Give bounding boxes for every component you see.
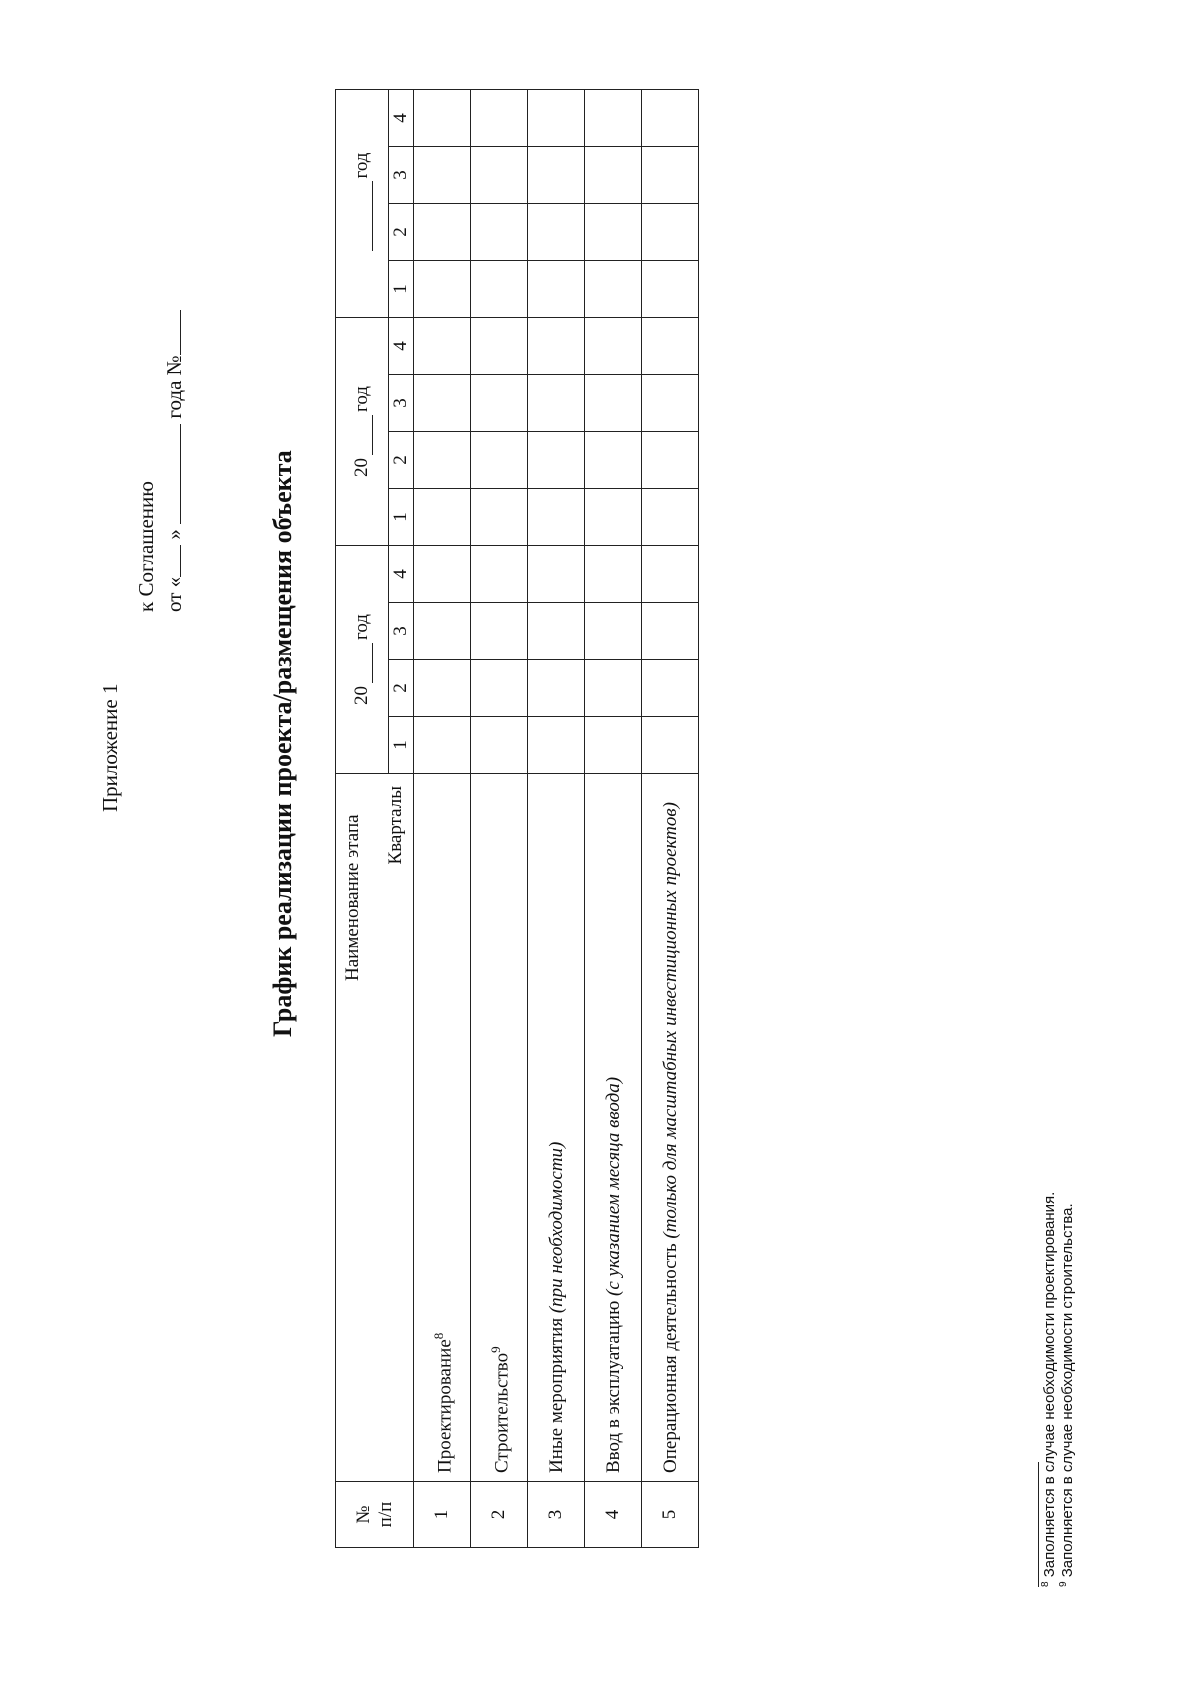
schedule-cell[interactable] bbox=[585, 660, 642, 717]
schedule-cell[interactable] bbox=[585, 432, 642, 489]
schedule-table bbox=[335, 89, 699, 1548]
year-1-blank bbox=[356, 643, 373, 683]
schedule-cell[interactable] bbox=[642, 90, 699, 147]
quarter-header: 1 bbox=[389, 489, 414, 546]
schedule-cell[interactable] bbox=[642, 204, 699, 261]
agreement-date-line bbox=[162, 310, 187, 612]
table-row bbox=[585, 90, 642, 1548]
col-stage-header bbox=[336, 774, 414, 1482]
footnote bbox=[1058, 1203, 1076, 1587]
schedule-cell[interactable] bbox=[642, 318, 699, 375]
stage-name-text: Иные мероприятия bbox=[545, 1317, 567, 1473]
schedule-cell[interactable] bbox=[528, 660, 585, 717]
document-title: График реализации проекта/размещения объекта bbox=[268, 450, 297, 1037]
footnote-ref: 8 bbox=[431, 1332, 447, 1340]
stage-name-text: Операционная деятельность bbox=[659, 1243, 681, 1473]
quarter-header: 4 bbox=[389, 90, 414, 147]
stage-note: (только для масштабных инвестиционных проектов) bbox=[659, 802, 681, 1239]
schedule-cell[interactable] bbox=[528, 546, 585, 603]
schedule-cell[interactable] bbox=[471, 90, 528, 147]
schedule-cell[interactable] bbox=[471, 717, 528, 774]
schedule-cell[interactable] bbox=[642, 489, 699, 546]
quarters-label: Кварталы bbox=[385, 786, 406, 865]
table-header-row-years bbox=[336, 90, 389, 1548]
schedule-cell[interactable] bbox=[414, 489, 471, 546]
schedule-cell[interactable] bbox=[528, 432, 585, 489]
agreement-reference: к Соглашению bbox=[134, 481, 158, 612]
quarter-header: 2 bbox=[389, 204, 414, 261]
schedule-cell[interactable] bbox=[642, 717, 699, 774]
schedule-cell[interactable] bbox=[528, 147, 585, 204]
year-header-1 bbox=[336, 546, 389, 774]
stage-note: (при необходимости) bbox=[545, 1141, 567, 1314]
schedule-cell[interactable] bbox=[642, 375, 699, 432]
table-row bbox=[528, 90, 585, 1548]
schedule-cell[interactable] bbox=[528, 375, 585, 432]
stage-note: (с указанием месяца ввода) bbox=[602, 1076, 624, 1296]
schedule-cell[interactable] bbox=[528, 204, 585, 261]
schedule-cell[interactable] bbox=[528, 90, 585, 147]
schedule-cell[interactable] bbox=[471, 147, 528, 204]
stage-name bbox=[471, 774, 528, 1482]
schedule-cell[interactable] bbox=[414, 375, 471, 432]
year-2-blank bbox=[356, 415, 373, 455]
row-number: 4 bbox=[585, 1482, 642, 1548]
schedule-cell[interactable] bbox=[414, 546, 471, 603]
schedule-cell[interactable] bbox=[585, 717, 642, 774]
stage-name bbox=[642, 774, 699, 1482]
footnote-text: Заполняется в случае необходимости проектирования. bbox=[1041, 1191, 1058, 1578]
row-number: 3 bbox=[528, 1482, 585, 1548]
agreement-number-label: года № bbox=[162, 355, 186, 419]
schedule-cell[interactable] bbox=[642, 147, 699, 204]
schedule-cell[interactable] bbox=[414, 318, 471, 375]
schedule-cell[interactable] bbox=[471, 432, 528, 489]
schedule-cell[interactable] bbox=[642, 603, 699, 660]
schedule-cell[interactable] bbox=[414, 717, 471, 774]
schedule-cell[interactable] bbox=[585, 90, 642, 147]
schedule-cell[interactable] bbox=[414, 660, 471, 717]
schedule-cell[interactable] bbox=[414, 90, 471, 147]
stage-name-text: Строительство bbox=[491, 1352, 513, 1473]
schedule-cell[interactable] bbox=[585, 489, 642, 546]
year-header-3 bbox=[336, 90, 389, 318]
schedule-cell[interactable] bbox=[471, 660, 528, 717]
footnote-mark: 9 bbox=[1058, 1581, 1069, 1587]
schedule-cell[interactable] bbox=[471, 204, 528, 261]
schedule-cell[interactable] bbox=[414, 147, 471, 204]
year-2-suffix: год bbox=[351, 386, 372, 412]
agreement-date-close: » bbox=[162, 529, 186, 540]
row-number: 5 bbox=[642, 1482, 699, 1548]
year-3-suffix: год bbox=[351, 152, 372, 179]
schedule-cell[interactable] bbox=[471, 489, 528, 546]
quarter-header: 3 bbox=[389, 147, 414, 204]
schedule-cell[interactable] bbox=[471, 318, 528, 375]
col-number-header-label: № п/п bbox=[352, 1501, 396, 1528]
number-blank bbox=[162, 310, 181, 355]
year-3-blank bbox=[356, 181, 373, 251]
schedule-cell[interactable] bbox=[585, 546, 642, 603]
day-blank bbox=[162, 545, 181, 577]
stage-name bbox=[585, 774, 642, 1482]
schedule-cell[interactable] bbox=[642, 660, 699, 717]
schedule-cell[interactable] bbox=[585, 603, 642, 660]
year-1-prefix: 20 bbox=[351, 685, 372, 705]
schedule-cell[interactable] bbox=[585, 318, 642, 375]
schedule-cell[interactable] bbox=[414, 204, 471, 261]
table-row bbox=[414, 90, 471, 1548]
appendix-label: Приложение 1 bbox=[98, 683, 122, 812]
schedule-cell[interactable] bbox=[414, 261, 471, 318]
agreement-date-open: от « bbox=[162, 576, 186, 612]
schedule-cell[interactable] bbox=[471, 546, 528, 603]
schedule-cell[interactable] bbox=[642, 546, 699, 603]
footnote-ref: 9 bbox=[488, 1346, 504, 1353]
footnote-text: Заполняется в случае необходимости строительства. bbox=[1059, 1203, 1076, 1578]
quarter-header: 3 bbox=[389, 375, 414, 432]
schedule-cell[interactable] bbox=[528, 603, 585, 660]
month-blank bbox=[162, 424, 181, 524]
schedule-cell[interactable] bbox=[585, 147, 642, 204]
footnote bbox=[1040, 1192, 1058, 1587]
quarter-header: 2 bbox=[389, 660, 414, 717]
schedule-cell[interactable] bbox=[414, 603, 471, 660]
schedule-cell[interactable] bbox=[528, 261, 585, 318]
table-row bbox=[471, 90, 528, 1548]
quarter-header: 1 bbox=[389, 261, 414, 318]
row-number: 1 bbox=[414, 1482, 471, 1548]
schedule-cell[interactable] bbox=[642, 432, 699, 489]
year-1-suffix: год bbox=[351, 614, 372, 640]
table-row bbox=[642, 90, 699, 1548]
schedule-cell[interactable] bbox=[471, 261, 528, 318]
schedule-cell[interactable] bbox=[528, 318, 585, 375]
quarter-header: 3 bbox=[389, 603, 414, 660]
col-number-header bbox=[336, 1482, 414, 1548]
quarter-header: 4 bbox=[389, 546, 414, 603]
schedule-cell[interactable] bbox=[414, 432, 471, 489]
schedule-cell[interactable] bbox=[585, 204, 642, 261]
schedule-cell[interactable] bbox=[471, 603, 528, 660]
footnote-mark: 8 bbox=[1040, 1581, 1051, 1587]
year-2-prefix: 20 bbox=[351, 457, 372, 477]
schedule-cell[interactable] bbox=[528, 717, 585, 774]
schedule-cell[interactable] bbox=[585, 261, 642, 318]
stage-header-label: Наименование этапа bbox=[342, 814, 363, 981]
schedule-cell[interactable] bbox=[585, 375, 642, 432]
schedule-cell[interactable] bbox=[471, 375, 528, 432]
row-number: 2 bbox=[471, 1482, 528, 1548]
schedule-cell[interactable] bbox=[642, 261, 699, 318]
schedule-cell[interactable] bbox=[528, 489, 585, 546]
quarter-header: 4 bbox=[389, 318, 414, 375]
stage-name-text: Ввод в эксплуатацию bbox=[602, 1300, 624, 1473]
stage-name bbox=[528, 774, 585, 1482]
stage-name bbox=[414, 774, 471, 1482]
year-header-2 bbox=[336, 318, 389, 546]
quarter-header: 2 bbox=[389, 432, 414, 489]
quarter-header: 1 bbox=[389, 717, 414, 774]
footnote-divider bbox=[1038, 1462, 1039, 1587]
stage-name-text: Проектирование bbox=[434, 1339, 456, 1473]
